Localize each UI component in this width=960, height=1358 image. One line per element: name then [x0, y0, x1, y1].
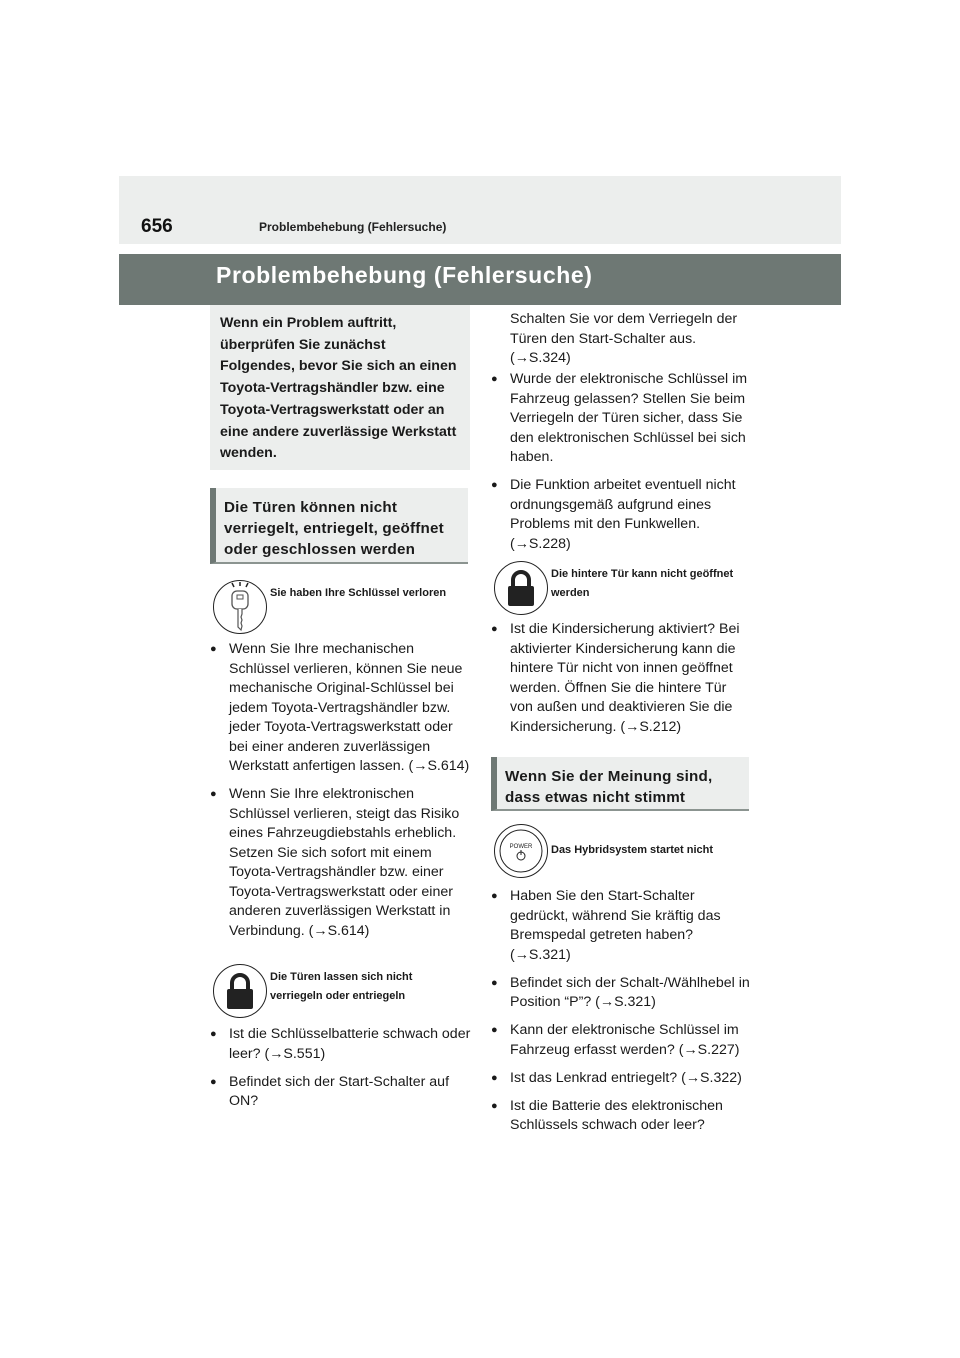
bullet-list-keys-lost: [210, 640, 472, 950]
list-item: ● Die Funktion arbeitet eventuell nicht ordnungsgemäß aufgrund eines Problems mit den Funkwellen. (→S.228): [491, 476, 753, 554]
subsection-label: Die Türen lassen sich nicht verriegeln oder entriegeln: [270, 971, 413, 1002]
subsection-label: Sie haben Ihre Schlüssel verloren: [270, 587, 447, 599]
list-item: ● Ist die Schlüsselbatterie schwach oder leer? (→S.551): [210, 1025, 472, 1064]
subsection-rear-door: [494, 561, 752, 617]
list-item: ● Ist die Batterie des elektronischen Schlüssels schwach oder leer?: [491, 1097, 753, 1136]
list-item: ● Befindet sich der Schalt-/Wählhebel in Position “P”? (→S.321): [491, 974, 753, 1013]
section-heading-text: Die Türen können nicht verriegelt, entriegelt, geöffnet oder geschlossen werden: [224, 499, 444, 558]
power-button-icon: [494, 824, 548, 878]
list-item: ● Wurde der elektronische Schlüssel im Fahrzeug gelassen? Stellen Sie beim Verriegeln der Türen sicher, dass Sie den elektronischen Schlüssel bei sich haben.: [491, 370, 753, 468]
intro-box: [210, 305, 470, 470]
lock-icon: [213, 964, 267, 1018]
subsection-label: Das Hybridsystem startet nicht: [551, 844, 713, 856]
continuation-text: Schalten Sie vor dem Verriegeln der Türen den Start-Schalter aus. (→S.324): [510, 311, 738, 366]
list-item: ● Ist die Kindersicherung aktiviert? Bei aktivierter Kindersicherung kann die hintere Tür nicht von innen geöffnet werden. Öffnen Sie die hintere Tür von außen und deaktivieren Sie die Kindersicherung. (→S.212): [491, 620, 753, 737]
subsection-keys-lost: [213, 580, 468, 636]
key-icon: [213, 580, 267, 634]
subsection-label: Die hintere Tür kann nicht geöffnet werden: [551, 568, 734, 599]
section-heading-something-wrong: [491, 757, 749, 811]
list-item: ● Ist das Lenkrad entriegelt? (→S.322): [491, 1069, 753, 1089]
intro-text: Wenn ein Problem auftritt, überprüfen Sie zunächst Folgendes, bevor Sie sich an einen Toyota-Vertragshändler bzw. eine Toyota-Vertragswerkstatt oder an eine andere zuverlässige Werkstatt wenden.: [220, 315, 457, 462]
list-item: ● Wenn Sie Ihre elektronischen Schlüssel verlieren, steigt das Risiko eines Fahrzeugdiebstahls erheblich. Setzen Sie sich sofort mit einem Toyota-Vertragshändler bzw. einer Toyota-Vertragswerkstatt oder einer anderen zuverlässigen Werkstatt in Verbindung. (→S.614): [210, 785, 472, 941]
power-label: POWER: [509, 843, 532, 850]
subsection-hybrid-start: [494, 824, 752, 882]
bullet-list-hybrid-start: [491, 887, 753, 1144]
subsection-doors-lock: [213, 964, 468, 1020]
section-heading-doors: [210, 488, 468, 564]
page-header: [119, 176, 841, 244]
bullet-list-doors-lock: [210, 1025, 472, 1120]
list-item: ● Haben Sie den Start-Schalter gedrückt, während Sie kräftig das Bremspedal getreten haben? (→S.321): [491, 887, 753, 965]
running-title: Problembehebung (Fehlersuche): [259, 220, 447, 234]
chapter-title-bar: [119, 254, 841, 305]
list-item: ● Befindet sich der Start-Schalter auf ON?: [210, 1073, 472, 1112]
list-item: ● Wenn Sie Ihre mechanischen Schlüssel verlieren, können Sie neue mechanische Original-Schlüssel bei jedem Toyota-Vertragshändler bzw. jeder Toyota-Vertragswerkstatt oder bei einer anderen zuverlässigen Werkstatt anfertigen lassen. (→S.614): [210, 640, 472, 777]
page-number: 656: [141, 216, 173, 237]
lock-icon: [494, 561, 548, 615]
bullet-list-rear-door: [491, 620, 753, 746]
bullet-list-doors-lock-continued: [491, 370, 753, 563]
section-heading-text: Wenn Sie der Meinung sind, dass etwas nicht stimmt: [505, 768, 713, 806]
page-title: Problembehebung (Fehlersuche): [216, 262, 593, 288]
list-item: ● Kann der elektronische Schlüssel im Fahrzeug erfasst werden? (→S.227): [491, 1021, 753, 1060]
